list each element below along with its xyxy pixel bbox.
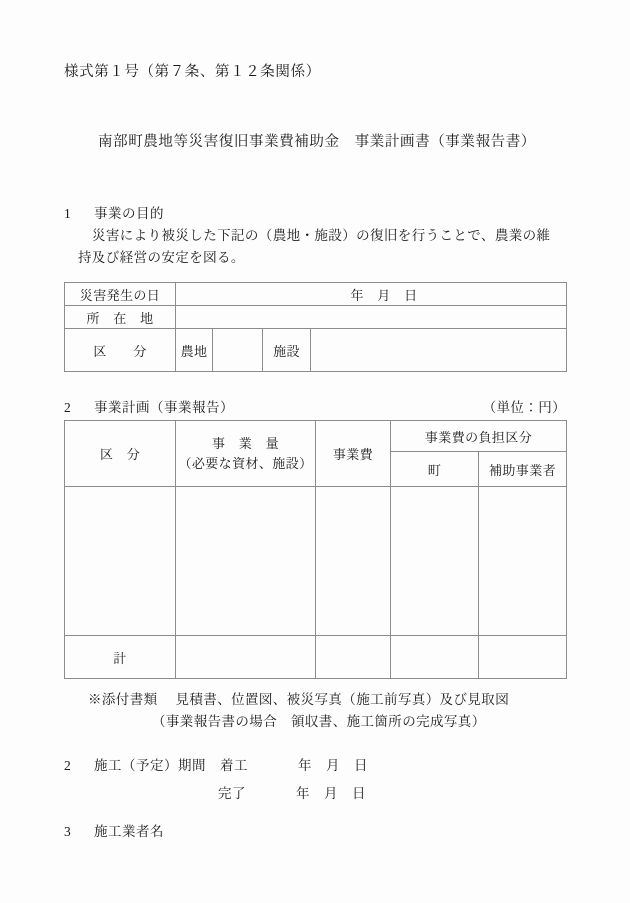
period-start-label: 着工 (220, 758, 248, 773)
form-code: 様式第１号（第７条、第１２条関係） (64, 64, 321, 80)
section-purpose-label: 事業の目的 (94, 206, 164, 221)
kubun-facility-value[interactable] (311, 329, 567, 372)
table-row (65, 329, 567, 372)
kubun-label-text: 区 分 (93, 343, 147, 359)
section-purpose-number: 1 (64, 206, 72, 221)
plan-body-burden-town[interactable] (391, 487, 479, 636)
plan-header-burden-town: 町 (391, 452, 479, 487)
plan-body-burden-subsidized[interactable] (479, 487, 567, 636)
section-contractor-number: 3 (64, 824, 72, 839)
period-end-date[interactable]: 年 月 日 (296, 786, 366, 801)
section-purpose-heading (64, 202, 164, 222)
plan-header-quantity-line-1: 事 業 量 (211, 436, 279, 451)
plan-header-kubun (65, 421, 176, 487)
attachment-note-line-1 (88, 688, 509, 708)
attachment-line-1-text: 見積書、位置図、被災写真（施工前写真）及び見取図 (175, 692, 510, 707)
section-period-label: 施工（予定）期間 (94, 758, 206, 773)
disaster-date-value (176, 283, 567, 306)
table-row (65, 283, 567, 306)
plan-header-cost: 事業費 (316, 421, 391, 487)
plan-body-cost[interactable] (316, 487, 391, 636)
disaster-date-label-text: 災害発生の日 (79, 287, 161, 303)
disaster-info-table (64, 282, 567, 372)
unit-note: （単位：円） (482, 400, 566, 415)
attachment-marker-label: ※添付書類 (88, 692, 158, 707)
disaster-date-value-text[interactable]: 年 月 日 (350, 287, 418, 303)
plan-header-burden-group: 事業費の負担区分 (391, 421, 567, 452)
location-value[interactable] (176, 306, 567, 329)
period-start-date[interactable]: 年 月 日 (298, 758, 368, 773)
section-contractor-label: 施工業者名 (94, 824, 164, 839)
plan-header-kubun-text: 区 分 (99, 447, 141, 462)
kubun-farmland-value[interactable] (213, 329, 263, 372)
section-period-number: 2 (64, 758, 72, 773)
plan-total-cost[interactable] (316, 636, 391, 679)
plan-total-burden-town[interactable] (391, 636, 479, 679)
period-end-label: 完了 (218, 786, 246, 801)
location-label-text: 所 在 地 (86, 310, 154, 326)
kubun-option-facility[interactable]: 施設 (263, 329, 311, 372)
plan-header-quantity-line-2: （必要な資材、施設） (178, 455, 313, 471)
kubun-label (65, 329, 176, 372)
plan-total-quantity[interactable] (176, 636, 316, 679)
section-plan-heading (64, 396, 234, 416)
plan-total-label: 計 (65, 636, 176, 679)
section-contractor-heading (64, 820, 164, 840)
period-end-row (218, 782, 366, 802)
plan-body-quantity[interactable] (176, 487, 316, 636)
table-row (65, 306, 567, 329)
disaster-date-label (65, 283, 176, 306)
purpose-body-line-2: 持及び経営の安定を図る。 (78, 250, 245, 265)
section-plan-label: 事業計画（事業報告） (94, 400, 234, 415)
plan-header-burden-subsidized: 補助事業者 (479, 452, 567, 487)
section-period-heading (64, 754, 368, 774)
section-plan-number: 2 (64, 400, 72, 415)
table-row (65, 487, 567, 636)
table-total-row (65, 636, 567, 679)
attachment-note-line-2: （事業報告書の場合 領収書、施工箇所の完成写真） (152, 714, 486, 729)
document-title: 南部町農地等災害復旧事業費補助金 事業計画書（事業報告書） (98, 134, 536, 150)
plan-total-burden-subsidized[interactable] (479, 636, 567, 679)
plan-body-kubun[interactable] (65, 487, 176, 636)
purpose-body-line-1: 災害により被災した下記の（農地・施設）の復旧を行うことで、農業の維 (92, 228, 551, 243)
table-header-row (65, 421, 567, 452)
plan-header-quantity (176, 421, 316, 487)
kubun-option-farmland[interactable]: 農地 (176, 329, 213, 372)
location-label (65, 306, 176, 329)
plan-table (64, 420, 567, 679)
